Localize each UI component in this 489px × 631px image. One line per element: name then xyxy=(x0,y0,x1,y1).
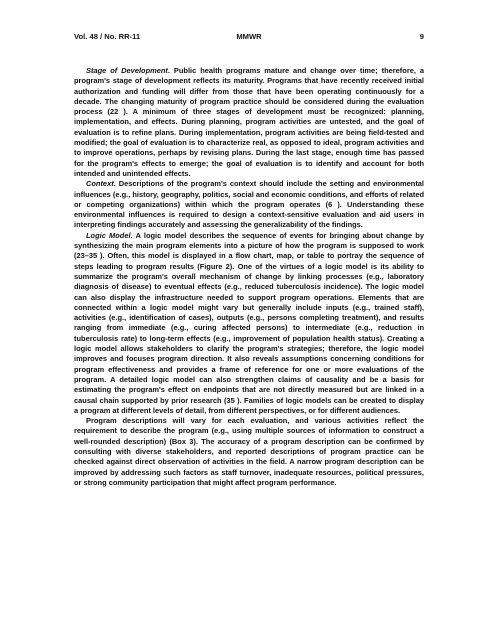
paragraph-text: Descriptions of the program's context should include the setting and environmental influences (e.g., history, geography, politics, social and economic conditions, and efforts of related or competing organizations) within which the program operates (6 ). Understanding these environmental influences is required to design a context-sensitive evaluation and aid users in interpreting findings accurately and assessing the generalizability of the findings. xyxy=(74,179,424,230)
journal-title: MMWR xyxy=(236,32,262,41)
paragraph-stage-of-development: Stage of Development. Public health programs mature and change over time; therefore, a program's stage of development reflects its maturity. Programs that have recently received initial authorization and funding will differ from those that have been operating continuously for a decade. The changing maturity of program practice should be considered during the evaluation process (22 ). A minimum of three stages of development must be recognized: planning, implementation, and effects. During planning, program activities are untested, and the goal of evaluation is to refine plans. During implementation, program activities are being field-tested and modified; the goal of evaluation is to characterize real, as opposed to ideal, program activities and to improve operations, perhaps by revising plans. During the last stage, enough time has passed for the program's effects to emerge; the goal of evaluation is to identify and account for both intended and unintended effects. xyxy=(74,66,425,178)
paragraph-text: Program descriptions will vary for each evaluation, and various activities reflect the requirement to describe the program (e.g., using multiple sources of information to construct a well-rounded description) (Box 3). The accuracy of a program description can be confirmed by consulting with diverse stakeholders, and reported descriptions of program practice can be checked against direct observation of activities in the field. A narrow program description can be improved by addressing such factors as staff turnover, inadequate resources, political pressures, or strong community participation that might affect program performance. xyxy=(74,416,424,487)
paragraph-logic-model: Logic Model. A logic model describes the sequence of events for bringing about change by synthesizing the main program elements into a picture of how the program is supposed to work (23–35 ). Often, this model is displayed in a flow chart, map, or table to portray the sequence of steps leading to program results (Figure 2). One of the virtues of a logic model is its ability to summarize the program's overall mechanism of change by linking processes (e.g., laboratory diagnosis of disease) to eventual effects (e.g., reduced tuberculosis incidence). The logic model can also display the infrastructure needed to support program operations. Elements that are connected within a logic model might vary but generally include inputs (e.g., trained staff), activities (e.g., identification of cases), outputs (e.g., persons completing treatment), and results ranging from immediate (e.g., curing affected persons) to intermediate (e.g., reduction in tuberculosis rate) to long-term effects (e.g., improvement of population health status). Creating a logic model allows stakeholders to clarify the program's strategies; therefore, the logic model improves and focuses program direction. It also reveals assumptions concerning conditions for program effectiveness and provides a frame of reference for one or more evaluations of the program. A detailed logic model can also strengthen claims of causality and be a basis for estimating the program's effect on endpoints that are not directly measured but are linked in a causal chain supported by prior research (35 ). Families of logic models can be created to display a program at different levels of detail, from different perspectives, or for different audiences. xyxy=(74,230,424,415)
body-text xyxy=(74,66,424,488)
run-in-heading: Logic Model xyxy=(86,230,131,240)
run-in-heading: Context xyxy=(86,179,114,189)
paragraph-text: Public health programs mature and change over time; therefore, a program's stage of development reflects its maturity. Programs that have recently received initial authorization and funding will differ from those that have been operating continuously for a decade. The changing maturity of program practice should be considered during the evaluation process (22 ). A minimum of three stages of development must be recognized: planning, implementation, and effects. During planning, program activities are untested, and the goal of evaluation is to refine plans. During implementation, program activities are being field-tested and modified; the goal of evaluation is to characterize real, as opposed to ideal, program activities and to improve operations, perhaps by revising plans. During the last stage, enough time has passed for the program's effects to emerge; the goal of evaluation is to identify and account for both intended and unintended effects. xyxy=(74,66,425,178)
running-header xyxy=(74,32,424,44)
paragraph-program-descriptions xyxy=(74,416,424,488)
run-in-heading: Stage of Development xyxy=(86,66,168,75)
paragraph-text: A logic model describes the sequence of events for bringing about change by synthesizing the main program elements into a picture of how the program is supposed to work (23–35 ). Often, this model is displayed in a flow chart, map, or table to portray the sequence of steps leading to program results (Figure 2). One of the virtues of a logic model is its ability to summarize the program's overall mechanism of change by linking processes (e.g., laboratory diagnosis of disease) to eventual effects (e.g., reduced tuberculosis incidence). The logic model can also display the infrastructure needed to support program operations. Elements that are connected within a logic model might vary but generally include inputs (e.g., trained staff), activities (e.g., identification of cases), outputs (e.g., persons completing treatment), and results ranging from immediate (e.g., curing affected persons) to intermediate (e.g., reduction in tuberculosis rate) to long-term effects (e.g., improvement of population health status). Creating a logic model allows stakeholders to clarify the program's strategies; therefore, the logic model improves and focuses program direction. It also reveals assumptions concerning conditions for program effectiveness and provides a frame of reference for one or more evaluations of the program. A detailed logic model can also strengthen claims of causality and be a basis for estimating the program's effect on endpoints that are not directly measured but are linked in a causal chain supported by prior research (35 ). Families of logic models can be created to display a program at different levels of detail, from different perspectives, or for different audiences. xyxy=(74,230,424,415)
volume-label: Vol. 48 / No. RR-11 xyxy=(74,32,141,41)
page-number: 9 xyxy=(419,32,424,41)
paragraph-context: Context. Descriptions of the program's context should include the setting and environmental influences (e.g., history, geography, politics, social and economic conditions, and efforts of related or competing organizations) within which the program operates (6 ). Understanding these environmental influences is required to design a context-sensitive evaluation and aid users in interpreting findings accurately and assessing the generalizability of the findings. xyxy=(74,179,424,230)
